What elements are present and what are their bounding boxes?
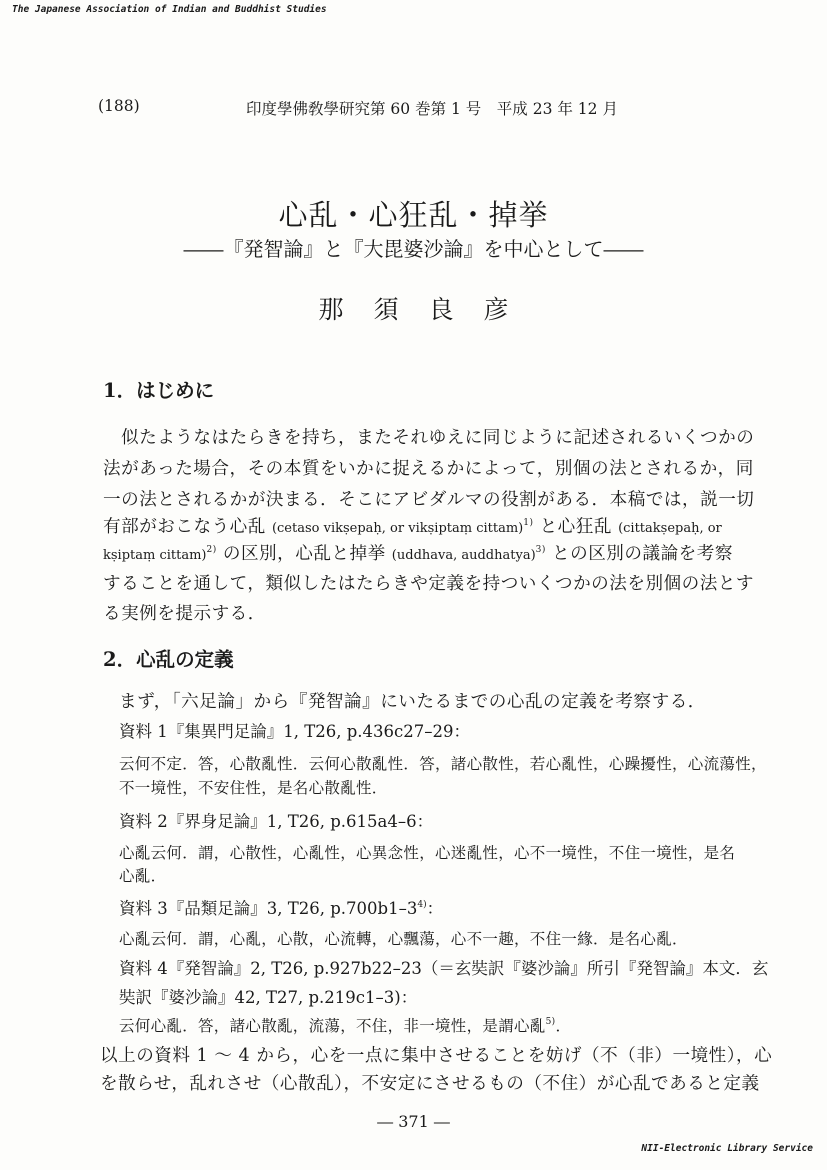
sanskrit-term: (uddhava, auddhatya) [391, 548, 536, 563]
body-line: することを通して，類似したはたらきや定義を持ついくつかの法を別個の法とす [103, 574, 755, 594]
body-line: を散らせ，乱れさせ（心散乱），不安定にさせるもの（不住）が心乱であると定義 [100, 1074, 760, 1094]
body-line [103, 513, 722, 538]
section-2-intro: まず，「六足論」から『発智論』にいたるまでの心乱の定義を考察する． [119, 692, 706, 712]
author-name: 那須良彦 [318, 295, 539, 324]
source-citation: 資料 4『発智論』2, T26, p.927b22–23（＝玄奘訳『婆沙論』所引『発智論』本文．玄 [119, 959, 769, 978]
source-quote-line: 心亂云何．謂，心散性，心亂性，心異念性，心迷亂性，心不一境性，不住一境性，是名 [119, 844, 736, 862]
quote-text: ． [555, 1017, 572, 1035]
footer-page-number: ― 371 ― [377, 1112, 450, 1131]
source-quote-line: 心亂云何．謂，心亂，心散，心流轉，心飄蕩，心不一趣，不住一緣．是名心亂． [119, 930, 688, 948]
journal-header: 印度學佛敎學研究第 60 巻第 1 号 平成 23 年 12 月 [246, 100, 618, 118]
footnote-ref: 3) [535, 545, 546, 555]
section-2-heading: 2．心乱の定義 [103, 648, 234, 671]
section-1-heading: 1．はじめに [103, 379, 215, 402]
source-quote-line: 云何不定．答，心散亂性．云何心散亂性．答，諸心散性，若心亂性，心躁擾性，心流蕩性， [119, 755, 767, 773]
top-banner: The Japanese Association of Indian and Buddhist Studies [12, 4, 327, 15]
article-title: 心乱・心狂乱・掉挙 [278, 198, 549, 232]
body-text: との区別の議論を考察 [552, 544, 733, 564]
footnote-ref: 4) [417, 900, 427, 910]
body-line: る実例を提示する． [103, 604, 266, 624]
source-citation: 奘訳『婆沙論』42, T27, p.219c1–3)： [119, 988, 418, 1007]
citation-text: ： [426, 899, 444, 918]
quote-text: 云何心亂．答，諸心散亂，流蕩，不住，非一境性，是謂心亂 [119, 1017, 546, 1035]
source-quote-line [119, 1014, 571, 1036]
bottom-banner: NII-Electronic Library Service [641, 1143, 813, 1154]
body-text: 有部がおこなう心乱 [103, 517, 266, 537]
footnote-ref: 1) [523, 518, 534, 528]
source-citation [119, 895, 443, 919]
body-text: と心狂乱 [539, 517, 612, 537]
footnote-ref: 5) [545, 1017, 556, 1027]
source-quote-line: 不一境性，不安住性，是名心散亂性． [119, 779, 388, 797]
source-citation: 資料 2『界身足論』1, T26, p.615a4–6： [119, 812, 434, 831]
citation-text: 資料 3『品類足論』3, T26, p.700b1–3 [119, 899, 418, 918]
sanskrit-term: (cetaso vikṣepaḥ, or vikṣiptaṃ cittam) [271, 521, 524, 536]
footnote-ref: 2) [206, 545, 217, 555]
article-subtitle: ――『発智論』と『大毘婆沙論』を中心として―― [183, 237, 644, 261]
source-quote-line: 心亂． [119, 867, 167, 885]
body-line: 一の法とされるかが決まる．そこにアビダルマの役割がある．本稿では，説一切 [103, 490, 755, 510]
sanskrit-term: kṣiptaṃ cittam) [103, 548, 207, 563]
source-citation: 資料 1『集異門足論』1, T26, p.436c27–29： [119, 722, 471, 741]
body-line: 以上の資料 1 ～ 4 から，心を一点に集中させることを妨げ（不（非）一境性），心 [100, 1046, 773, 1066]
body-line [103, 540, 733, 565]
page-number-header: (188) [98, 97, 140, 115]
body-text: の区別，心乱と掉挙 [222, 544, 386, 564]
body-line: 法があった場合，その本質をいかに捉えるかによって，別個の法とされるか，同 [103, 459, 754, 479]
sanskrit-term: (cittakṣepaḥ, or [618, 521, 722, 536]
body-line: 似たようなはたらきを持ち，またそれゆえに同じように記述されるいくつかの [121, 428, 755, 448]
